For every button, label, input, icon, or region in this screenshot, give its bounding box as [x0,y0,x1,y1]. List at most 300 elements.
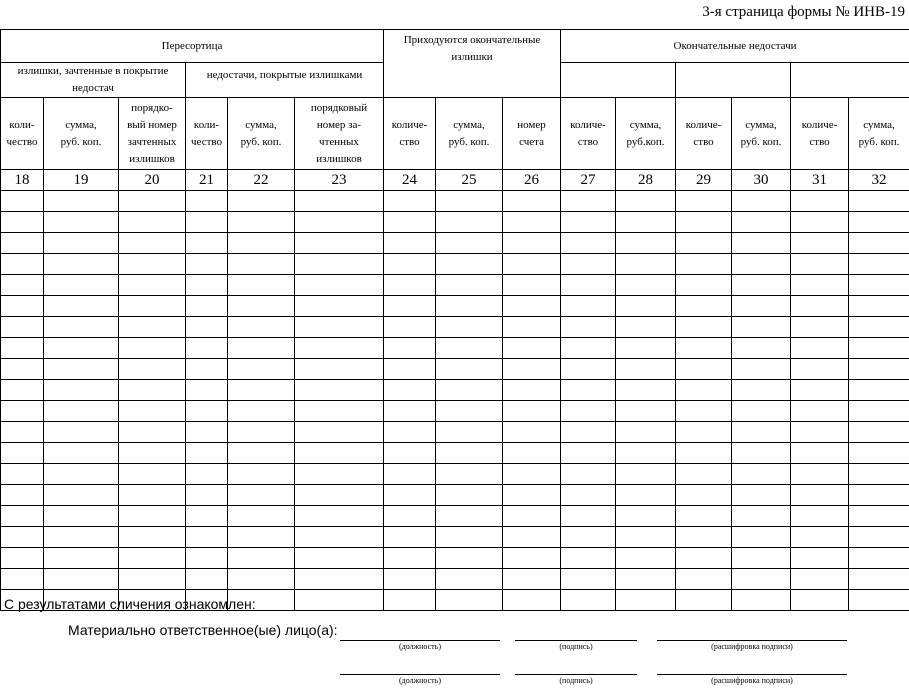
table-cell[interactable] [732,254,791,275]
table-cell[interactable] [616,254,676,275]
table-cell[interactable] [119,254,186,275]
table-cell[interactable] [732,569,791,590]
table-cell[interactable] [1,464,44,485]
table-cell[interactable] [791,569,849,590]
table-cell[interactable] [186,548,228,569]
table-cell[interactable] [616,548,676,569]
table-cell[interactable] [295,485,384,506]
table-cell[interactable] [849,590,909,611]
table-cell[interactable] [676,590,732,611]
table-cell[interactable] [503,212,561,233]
table-cell[interactable] [436,317,503,338]
table-cell[interactable] [676,296,732,317]
table-cell[interactable] [119,338,186,359]
table-cell[interactable] [384,569,436,590]
table-cell[interactable] [295,212,384,233]
table-cell[interactable] [561,401,616,422]
table-cell[interactable] [616,338,676,359]
table-cell[interactable] [561,212,616,233]
table-cell[interactable] [186,569,228,590]
table-cell[interactable] [503,527,561,548]
table-cell[interactable] [186,401,228,422]
table-cell[interactable] [384,506,436,527]
table-cell[interactable] [503,464,561,485]
table-cell[interactable] [384,527,436,548]
table-cell[interactable] [186,422,228,443]
table-cell[interactable] [228,296,295,317]
table-cell[interactable] [561,254,616,275]
table-cell[interactable] [732,380,791,401]
table-cell[interactable] [384,380,436,401]
table-cell[interactable] [503,317,561,338]
table-cell[interactable] [436,233,503,254]
table-cell[interactable] [676,485,732,506]
table-cell[interactable] [503,401,561,422]
table-cell[interactable] [384,464,436,485]
table-cell[interactable] [44,254,119,275]
table-cell[interactable] [676,254,732,275]
table-cell[interactable] [503,359,561,380]
table-cell[interactable] [791,233,849,254]
table-cell[interactable] [1,422,44,443]
table-cell[interactable] [384,548,436,569]
table-cell[interactable] [561,275,616,296]
table-cell[interactable] [295,380,384,401]
table-cell[interactable] [503,191,561,212]
table-cell[interactable] [228,338,295,359]
table-cell[interactable] [186,464,228,485]
table-cell[interactable] [44,317,119,338]
table-cell[interactable] [119,233,186,254]
table-cell[interactable] [44,359,119,380]
table-cell[interactable] [791,212,849,233]
table-cell[interactable] [186,191,228,212]
table-cell[interactable] [295,359,384,380]
table-cell[interactable] [44,569,119,590]
table-cell[interactable] [732,317,791,338]
table-cell[interactable] [849,569,909,590]
table-cell[interactable] [849,233,909,254]
table-cell[interactable] [791,548,849,569]
table-cell[interactable] [616,275,676,296]
table-cell[interactable] [849,317,909,338]
table-cell[interactable] [44,296,119,317]
table-cell[interactable] [384,422,436,443]
table-cell[interactable] [295,506,384,527]
table-cell[interactable] [676,338,732,359]
table-cell[interactable] [791,254,849,275]
table-cell[interactable] [616,464,676,485]
name-line-2[interactable] [657,674,847,675]
table-cell[interactable] [436,191,503,212]
table-cell[interactable] [295,338,384,359]
table-cell[interactable] [228,275,295,296]
table-cell[interactable] [436,569,503,590]
table-cell[interactable] [561,191,616,212]
table-cell[interactable] [791,485,849,506]
table-cell[interactable] [849,359,909,380]
table-cell[interactable] [119,527,186,548]
table-cell[interactable] [228,401,295,422]
table-cell[interactable] [44,401,119,422]
table-cell[interactable] [503,275,561,296]
table-cell[interactable] [791,464,849,485]
table-cell[interactable] [561,569,616,590]
table-cell[interactable] [436,464,503,485]
table-cell[interactable] [1,485,44,506]
table-cell[interactable] [732,233,791,254]
table-cell[interactable] [228,548,295,569]
table-cell[interactable] [732,485,791,506]
table-cell[interactable] [1,527,44,548]
table-cell[interactable] [119,590,186,611]
table-cell[interactable] [503,590,561,611]
table-cell[interactable] [119,506,186,527]
table-cell[interactable] [384,212,436,233]
table-cell[interactable] [791,401,849,422]
table-cell[interactable] [616,422,676,443]
table-cell[interactable] [732,338,791,359]
table-cell[interactable] [1,296,44,317]
table-cell[interactable] [119,380,186,401]
table-cell[interactable] [119,191,186,212]
table-cell[interactable] [119,464,186,485]
table-cell[interactable] [119,296,186,317]
table-cell[interactable] [676,548,732,569]
table-cell[interactable] [676,506,732,527]
table-cell[interactable] [44,548,119,569]
table-cell[interactable] [186,233,228,254]
table-cell[interactable] [44,212,119,233]
table-cell[interactable] [849,296,909,317]
table-cell[interactable] [732,590,791,611]
table-cell[interactable] [1,233,44,254]
table-cell[interactable] [44,275,119,296]
table-cell[interactable] [616,296,676,317]
table-cell[interactable] [119,443,186,464]
table-cell[interactable] [849,443,909,464]
table-cell[interactable] [503,233,561,254]
table-cell[interactable] [436,590,503,611]
table-cell[interactable] [1,212,44,233]
table-cell[interactable] [676,275,732,296]
table-cell[interactable] [732,527,791,548]
table-cell[interactable] [295,569,384,590]
table-cell[interactable] [849,212,909,233]
table-cell[interactable] [676,527,732,548]
table-cell[interactable] [384,359,436,380]
position-line-1[interactable] [340,640,500,641]
table-cell[interactable] [676,233,732,254]
table-cell[interactable] [1,590,44,611]
table-cell[interactable] [295,275,384,296]
table-cell[interactable] [186,275,228,296]
table-cell[interactable] [503,254,561,275]
table-cell[interactable] [616,380,676,401]
table-cell[interactable] [676,464,732,485]
table-cell[interactable] [295,422,384,443]
table-cell[interactable] [616,506,676,527]
table-cell[interactable] [849,527,909,548]
table-cell[interactable] [228,464,295,485]
table-cell[interactable] [561,359,616,380]
table-cell[interactable] [791,275,849,296]
table-cell[interactable] [849,464,909,485]
table-cell[interactable] [791,359,849,380]
table-cell[interactable] [186,380,228,401]
table-cell[interactable] [295,296,384,317]
table-cell[interactable] [119,317,186,338]
table-cell[interactable] [384,401,436,422]
table-cell[interactable] [186,212,228,233]
table-cell[interactable] [436,275,503,296]
table-cell[interactable] [1,275,44,296]
table-cell[interactable] [228,422,295,443]
table-cell[interactable] [384,338,436,359]
signature-line-1[interactable] [515,640,637,641]
table-cell[interactable] [119,359,186,380]
table-cell[interactable] [561,380,616,401]
table-cell[interactable] [616,233,676,254]
table-cell[interactable] [561,590,616,611]
table-cell[interactable] [228,590,295,611]
table-cell[interactable] [1,359,44,380]
table-cell[interactable] [228,359,295,380]
table-cell[interactable] [732,275,791,296]
table-cell[interactable] [676,401,732,422]
table-cell[interactable] [503,380,561,401]
table-cell[interactable] [561,527,616,548]
table-cell[interactable] [228,212,295,233]
table-cell[interactable] [616,569,676,590]
table-cell[interactable] [791,191,849,212]
table-cell[interactable] [384,443,436,464]
table-cell[interactable] [186,443,228,464]
table-cell[interactable] [791,590,849,611]
table-cell[interactable] [503,569,561,590]
table-cell[interactable] [503,422,561,443]
table-cell[interactable] [119,569,186,590]
table-cell[interactable] [295,548,384,569]
table-cell[interactable] [616,359,676,380]
table-cell[interactable] [849,380,909,401]
table-cell[interactable] [791,338,849,359]
table-cell[interactable] [1,191,44,212]
table-cell[interactable] [1,548,44,569]
table-cell[interactable] [228,380,295,401]
table-cell[interactable] [732,443,791,464]
table-cell[interactable] [436,338,503,359]
table-cell[interactable] [295,317,384,338]
table-cell[interactable] [186,485,228,506]
table-cell[interactable] [732,422,791,443]
table-cell[interactable] [676,569,732,590]
table-cell[interactable] [384,275,436,296]
table-cell[interactable] [119,422,186,443]
table-cell[interactable] [676,443,732,464]
table-cell[interactable] [561,296,616,317]
table-cell[interactable] [561,422,616,443]
table-cell[interactable] [616,527,676,548]
table-cell[interactable] [384,317,436,338]
table-cell[interactable] [791,317,849,338]
table-cell[interactable] [228,485,295,506]
table-cell[interactable] [616,443,676,464]
table-cell[interactable] [295,590,384,611]
table-cell[interactable] [676,212,732,233]
table-cell[interactable] [295,254,384,275]
table-cell[interactable] [732,401,791,422]
table-cell[interactable] [503,548,561,569]
table-cell[interactable] [436,380,503,401]
table-cell[interactable] [561,464,616,485]
table-cell[interactable] [228,443,295,464]
table-cell[interactable] [186,506,228,527]
table-cell[interactable] [732,191,791,212]
table-cell[interactable] [384,485,436,506]
table-cell[interactable] [436,485,503,506]
table-cell[interactable] [849,485,909,506]
table-cell[interactable] [676,380,732,401]
table-cell[interactable] [295,233,384,254]
table-cell[interactable] [384,233,436,254]
table-cell[interactable] [849,191,909,212]
table-cell[interactable] [436,422,503,443]
table-cell[interactable] [44,464,119,485]
table-cell[interactable] [228,506,295,527]
table-cell[interactable] [1,338,44,359]
table-cell[interactable] [561,317,616,338]
table-cell[interactable] [436,401,503,422]
table-cell[interactable] [791,506,849,527]
table-cell[interactable] [676,317,732,338]
table-cell[interactable] [732,359,791,380]
table-cell[interactable] [436,506,503,527]
table-cell[interactable] [436,548,503,569]
table-cell[interactable] [295,191,384,212]
table-cell[interactable] [295,443,384,464]
table-cell[interactable] [186,254,228,275]
table-cell[interactable] [616,590,676,611]
table-cell[interactable] [436,443,503,464]
table-cell[interactable] [228,317,295,338]
table-cell[interactable] [849,506,909,527]
table-cell[interactable] [732,506,791,527]
table-cell[interactable] [186,317,228,338]
table-cell[interactable] [228,191,295,212]
table-cell[interactable] [44,233,119,254]
table-cell[interactable] [228,233,295,254]
table-cell[interactable] [119,401,186,422]
table-cell[interactable] [436,212,503,233]
table-cell[interactable] [295,527,384,548]
table-cell[interactable] [44,422,119,443]
table-cell[interactable] [186,359,228,380]
table-cell[interactable] [295,401,384,422]
table-cell[interactable] [503,296,561,317]
table-cell[interactable] [616,212,676,233]
table-cell[interactable] [503,443,561,464]
table-cell[interactable] [44,590,119,611]
table-cell[interactable] [561,506,616,527]
table-cell[interactable] [616,401,676,422]
table-cell[interactable] [119,548,186,569]
table-cell[interactable] [1,569,44,590]
position-line-2[interactable] [340,674,500,675]
table-cell[interactable] [384,590,436,611]
table-cell[interactable] [503,485,561,506]
table-cell[interactable] [436,254,503,275]
table-cell[interactable] [561,233,616,254]
table-cell[interactable] [44,443,119,464]
table-cell[interactable] [1,443,44,464]
table-cell[interactable] [1,254,44,275]
table-cell[interactable] [228,254,295,275]
table-cell[interactable] [849,254,909,275]
table-cell[interactable] [119,485,186,506]
table-cell[interactable] [119,275,186,296]
name-line-1[interactable] [657,640,847,641]
table-cell[interactable] [676,359,732,380]
table-cell[interactable] [384,191,436,212]
table-cell[interactable] [676,422,732,443]
table-cell[interactable] [228,569,295,590]
table-cell[interactable] [295,464,384,485]
table-cell[interactable] [849,275,909,296]
table-cell[interactable] [186,527,228,548]
table-cell[interactable] [44,338,119,359]
table-cell[interactable] [561,443,616,464]
table-cell[interactable] [849,548,909,569]
table-cell[interactable] [1,380,44,401]
table-cell[interactable] [1,317,44,338]
table-cell[interactable] [561,338,616,359]
table-cell[interactable] [384,296,436,317]
table-cell[interactable] [44,380,119,401]
table-cell[interactable] [1,401,44,422]
table-cell[interactable] [791,296,849,317]
table-cell[interactable] [616,485,676,506]
table-cell[interactable] [732,296,791,317]
table-cell[interactable] [384,254,436,275]
table-cell[interactable] [228,527,295,548]
table-cell[interactable] [436,527,503,548]
table-cell[interactable] [616,191,676,212]
table-cell[interactable] [791,443,849,464]
table-cell[interactable] [561,485,616,506]
table-cell[interactable] [503,506,561,527]
table-cell[interactable] [436,296,503,317]
table-cell[interactable] [436,359,503,380]
table-cell[interactable] [791,527,849,548]
table-cell[interactable] [44,191,119,212]
table-cell[interactable] [186,338,228,359]
table-cell[interactable] [561,548,616,569]
table-cell[interactable] [616,317,676,338]
table-cell[interactable] [732,548,791,569]
table-cell[interactable] [186,296,228,317]
table-cell[interactable] [503,338,561,359]
table-cell[interactable] [1,506,44,527]
table-cell[interactable] [186,590,228,611]
table-cell[interactable] [44,485,119,506]
table-cell[interactable] [44,527,119,548]
table-cell[interactable] [791,422,849,443]
table-cell[interactable] [732,212,791,233]
table-cell[interactable] [732,464,791,485]
table-cell[interactable] [849,401,909,422]
table-cell[interactable] [849,422,909,443]
